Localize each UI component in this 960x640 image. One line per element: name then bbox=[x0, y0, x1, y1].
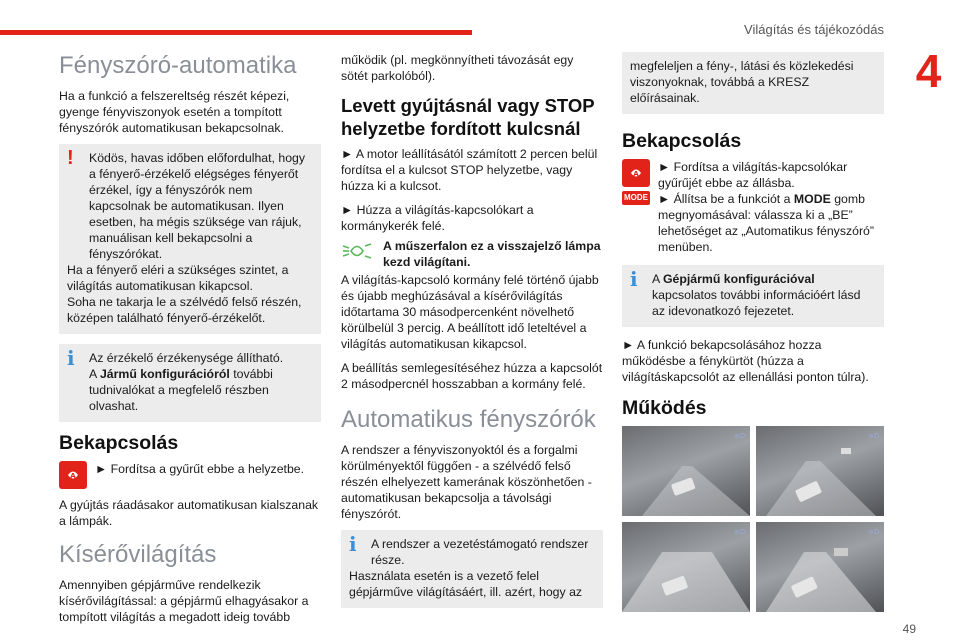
info-icon-2: i bbox=[349, 532, 357, 556]
warning-box bbox=[59, 144, 321, 334]
column-1 bbox=[59, 52, 321, 633]
column-2 bbox=[341, 52, 603, 618]
step-text-2a: ► Fordítsa a világítás-kapcsolókar gyűrűjét ebbe az állásba. bbox=[658, 160, 848, 190]
page-number: 49 bbox=[902, 622, 916, 636]
info-box-2 bbox=[341, 530, 603, 608]
svg-text:≡D: ≡D bbox=[868, 432, 880, 440]
warning-text-2: Ha a fényerő eléri a szükséges szintet, a világítás automatikusan kikapcsol. bbox=[67, 263, 289, 293]
heading-switching-on-2: Bekapcsolás bbox=[622, 130, 742, 152]
svg-text:≡D: ≡D bbox=[868, 528, 880, 536]
heading-automatic-headlamps: Fényszóró-automatika bbox=[59, 52, 297, 79]
step-row bbox=[59, 461, 321, 489]
column-3 bbox=[622, 52, 884, 612]
warning-text-3: Soha ne takarja le a szélvédő felső részén, középen található fényerő-érzékelőt. bbox=[67, 295, 302, 325]
svg-text:A: A bbox=[633, 170, 639, 178]
mode-button-icon: MODE bbox=[622, 191, 650, 205]
top-accent-bar bbox=[0, 30, 472, 35]
info-3-text: A Gépjármű konfigurációval kapcsolatos további információért lásd az idevonatkozó fejezetet. bbox=[652, 272, 861, 318]
step-row-2 bbox=[622, 159, 884, 255]
warning-icon: ! bbox=[67, 147, 74, 169]
flash-paragraph: ► A funkció bekapcsolásához hozza működésbe a fénykürtöt (húzza a világításkapcsolót az ellenállási ponton túlra). bbox=[622, 338, 869, 384]
info-text-2: A Jármű konfigurációról további tudnivalókat a megfelelő részben olvashat. bbox=[89, 367, 273, 413]
auto-headlamp-icon bbox=[59, 461, 87, 489]
cancel-paragraph: A beállítás semlegesítéséhez húzza a kapcsolót 2 másodpercnél hosszabban a kormány felé. bbox=[341, 361, 603, 391]
guide-me-home-lamp-icon bbox=[341, 238, 375, 264]
step-text-2: ► Fordítsa a világítás-kapcsolókar gyűrűjét ebbe az állásba. ► Állítsa be a funkciót a MODE gomb megnyomásával: válassza ki a „BE” lehetőséget az „Automatikus fényszóró” menüben. bbox=[658, 160, 874, 254]
photo-following bbox=[756, 522, 884, 612]
info-icon-3: i bbox=[630, 267, 638, 291]
svg-text:≡D: ≡D bbox=[734, 528, 746, 536]
ignition-paragraph: A gyújtás ráadásakor automatikusan kialszanak a lámpák. bbox=[59, 498, 319, 528]
section-header: Világítás és tájékozódás bbox=[744, 22, 884, 37]
auto-headlamp-icon-2 bbox=[622, 159, 650, 187]
high-beam-paragraph: A rendszer a fényviszonyoktól és a forgalmi körülményektől függően - a szélvédő felső részén elhelyezett kamerának köszönhetően - automatikusan bekapcsolja a távolsági fényszórót. bbox=[341, 443, 592, 521]
step-paragraph-2: ► Húzza a világítás-kapcsolókart a kormánykerék felé. bbox=[341, 203, 534, 233]
heading-operation: Működés bbox=[622, 397, 707, 419]
continued-box-text: megfeleljen a fény-, látási és közlekedési viszonyoknak, továbbá a KRESZ előírásainak. bbox=[630, 59, 854, 105]
info-box-3 bbox=[622, 265, 884, 327]
heading-ignition-off: Levett gyújtásnál vagy STOP helyzetbe fordított kulcsnál bbox=[341, 95, 595, 139]
continued-paragraph: működik (pl. megkönnyítheti távozását egy sötét parkolóból). bbox=[341, 53, 574, 83]
icon-stack bbox=[622, 159, 650, 255]
heading-switching-on: Bekapcsolás bbox=[59, 432, 179, 454]
info-text-1: Az érzékelő érzékenysége állítható. bbox=[89, 351, 284, 365]
step-text: ► Fordítsa a gyűrűt ebbe a helyzetbe. bbox=[95, 462, 305, 476]
warning-text-1: Ködös, havas időben előfordulhat, hogy a fényerő-érzékelő elégséges fényerőt érzékel, így a fényszórók nem kapcsolnak be automatikusan. Ilyen esetben, ha mégis szüksége van rájuk, manuálisan kell bekapcsolni a fényszórókat. bbox=[89, 151, 306, 261]
photo-oncoming bbox=[756, 426, 884, 516]
duration-paragraph: A világítás-kapcsoló kormány felé történő újabb és újabb meghúzásával a kísérővilágítás időtartama 30 másodpercenként növelhető körülbelül 3 percig. A beállított idő leteltével a világítás automatikusan kikapcsol. bbox=[341, 273, 599, 351]
heading-guide-me-home: Kísérővilágítás bbox=[59, 541, 217, 568]
guide-paragraph: Amennyiben gépjárműve rendelkezik kísérővilágítással: a gépjármű elhagyásakor a tompított világítás a megadott ideig tovább bbox=[59, 578, 309, 624]
info-2-text-1: A rendszer a vezetéstámogató rendszer része. bbox=[371, 537, 589, 567]
operation-photos bbox=[622, 426, 884, 612]
info-box bbox=[59, 344, 321, 422]
info-icon: i bbox=[67, 346, 75, 370]
step-paragraph-1: ► A motor leállításától számított 2 percen belül fordítsa el a kulcsot STOP helyzetbe, vagy húzza ki a kulcsot. bbox=[341, 147, 598, 193]
chapter-number: 4 bbox=[915, 45, 942, 97]
svg-text:A: A bbox=[70, 472, 76, 480]
photo-dipped-beam bbox=[622, 426, 750, 516]
info-2-text-2: Használata esetén is a vezető felel gépjárműve világításáért, ill. azért, hogy az bbox=[349, 569, 583, 599]
lamp-note-text: A műszerfalon ez a visszajelző lámpa kezd világítani. bbox=[383, 239, 601, 269]
continued-box bbox=[622, 52, 884, 114]
lamp-note-row bbox=[341, 238, 603, 270]
svg-text:≡D: ≡D bbox=[734, 432, 746, 440]
intro-paragraph: Ha a funkció a felszereltség részét képezi, gyenge fényviszonyok esetén a tompított fényszórók automatikusan bekapcsolnak. bbox=[59, 89, 290, 135]
photo-high-beam bbox=[622, 522, 750, 612]
heading-automatic-high-beam: Automatikus fényszórók bbox=[341, 406, 596, 433]
